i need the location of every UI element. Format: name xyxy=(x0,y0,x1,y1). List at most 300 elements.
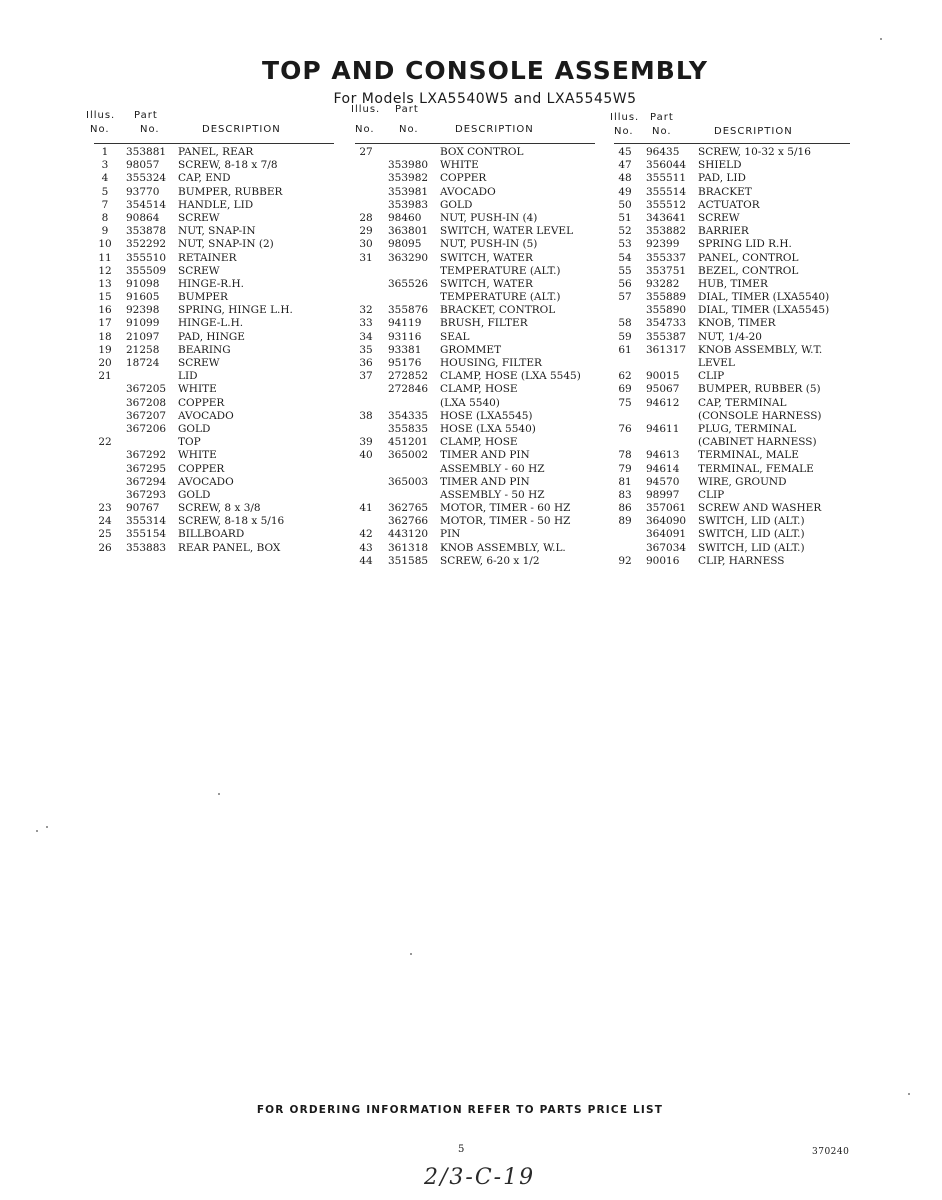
part-description: COPPER xyxy=(440,172,487,185)
header-part: Part xyxy=(395,104,419,115)
illus-number: 20 xyxy=(98,357,112,369)
scan-speck xyxy=(880,38,882,40)
part-description: SHIELD xyxy=(698,159,742,172)
part-description: SWITCH, LID (ALT.) xyxy=(698,528,805,541)
part-number: 353878 xyxy=(126,225,167,238)
parts-list-row xyxy=(614,370,850,383)
part-description: SEAL xyxy=(440,330,470,343)
illus-number: 4 xyxy=(101,172,109,185)
part-description: AVOCADO xyxy=(178,475,234,488)
parts-list-row xyxy=(94,317,334,330)
parts-list-row xyxy=(355,317,595,330)
illus-number: 54 xyxy=(618,251,632,264)
illus-number: 25 xyxy=(98,528,112,541)
parts-list-row xyxy=(355,344,595,357)
parts-list-row xyxy=(355,238,595,251)
illus-number: 79 xyxy=(618,462,632,475)
illus-number: 8 xyxy=(101,211,109,224)
part-number: 351585 xyxy=(388,554,429,567)
part-description: WHITE xyxy=(440,159,479,172)
illus-number: 89 xyxy=(618,515,632,528)
part-description: TERMINAL, FEMALE xyxy=(698,462,814,475)
part-number: 353751 xyxy=(646,264,687,277)
part-description: TIMER AND PIN xyxy=(440,475,530,488)
part-description: CAP, TERMINAL xyxy=(698,396,787,409)
parts-list-row xyxy=(355,410,595,423)
illus-number: 5 xyxy=(101,185,109,198)
illus-number: 42 xyxy=(359,528,373,541)
part-description: HINGE-R.H. xyxy=(178,277,245,290)
part-description: ASSEMBLY - 60 HZ xyxy=(440,462,545,475)
illus-number: 3 xyxy=(101,159,109,172)
parts-list-row xyxy=(94,265,334,278)
illus-number: 49 xyxy=(618,185,632,198)
part-number: 355314 xyxy=(126,515,167,528)
parts-list-row xyxy=(355,515,595,528)
part-description: TEMPERATURE (ALT.) xyxy=(440,291,561,304)
parts-list-row xyxy=(614,463,850,476)
part-description: ASSEMBLY - 50 HZ xyxy=(440,488,545,501)
part-description: SWITCH, WATER xyxy=(440,277,533,290)
parts-list-row xyxy=(614,199,850,212)
part-description: (CONSOLE HARNESS) xyxy=(698,409,822,422)
parts-list-row xyxy=(94,528,334,541)
parts-list-row xyxy=(614,423,850,436)
parts-list-row xyxy=(94,344,334,357)
parts-list-row xyxy=(355,212,595,225)
parts-list-row xyxy=(614,515,850,528)
part-description: SCREW, 8 x 3/8 xyxy=(178,502,261,515)
part-description: TERMINAL, MALE xyxy=(698,449,799,462)
parts-list-row xyxy=(355,542,595,555)
parts-list-row xyxy=(355,449,595,462)
illus-number: 22 xyxy=(98,436,112,449)
illus-number: 15 xyxy=(98,291,112,304)
part-description: WHITE xyxy=(178,383,217,396)
parts-list-row xyxy=(94,436,334,449)
part-number: 365002 xyxy=(388,449,429,462)
illus-number: 52 xyxy=(618,225,632,238)
part-description: HINGE-L.H. xyxy=(178,317,244,330)
parts-list-row xyxy=(94,423,334,436)
part-number: 95176 xyxy=(388,357,422,369)
illus-number: 32 xyxy=(359,304,373,317)
parts-list-row xyxy=(94,212,334,225)
part-number: 354733 xyxy=(646,317,687,330)
part-description: COPPER xyxy=(178,396,225,409)
part-number: 451201 xyxy=(388,436,429,449)
illus-number: 19 xyxy=(98,343,112,356)
part-description: BILLBOARD xyxy=(178,528,245,541)
scan-speck xyxy=(46,826,48,828)
part-description: BARRIER xyxy=(698,225,749,238)
header-description: DESCRIPTION xyxy=(455,124,534,135)
part-description: PLUG, TERMINAL xyxy=(698,422,797,435)
part-number: 367208 xyxy=(126,396,167,409)
part-number: 361317 xyxy=(646,343,687,356)
part-description: REAR PANEL, BOX xyxy=(178,541,281,554)
parts-list-row xyxy=(614,225,850,238)
part-number: 343641 xyxy=(646,211,687,224)
parts-list-row xyxy=(614,317,850,330)
illus-number: 57 xyxy=(618,291,632,304)
part-description: SCREW xyxy=(698,211,740,224)
part-number: 355511 xyxy=(646,172,687,185)
part-description: CLIP xyxy=(698,488,725,501)
illus-number: 16 xyxy=(98,304,112,317)
parts-list-row xyxy=(614,397,850,410)
illus-number: 26 xyxy=(98,541,112,554)
part-number: 353981 xyxy=(388,185,429,198)
parts-column-3 xyxy=(610,110,850,568)
parts-list-row xyxy=(614,528,850,541)
part-description: LID xyxy=(178,370,198,383)
parts-list-row xyxy=(614,555,850,568)
part-number: 367034 xyxy=(646,541,687,554)
part-number: 355510 xyxy=(126,251,167,264)
illus-number: 29 xyxy=(359,225,373,238)
parts-list-row xyxy=(614,238,850,251)
illus-number: 28 xyxy=(359,211,373,224)
parts-list-row xyxy=(94,357,334,370)
parts-list-row xyxy=(614,357,850,370)
part-description: CLAMP, HOSE xyxy=(440,436,518,449)
part-number: 364090 xyxy=(646,515,687,528)
illus-number: 33 xyxy=(359,317,373,330)
illus-number: 62 xyxy=(618,370,632,383)
illus-number: 75 xyxy=(618,396,632,409)
part-number: 90767 xyxy=(126,502,160,515)
part-description: SCREW AND WASHER xyxy=(698,502,822,515)
header-illus: Illus. xyxy=(351,104,381,115)
part-description: NUT, SNAP-IN xyxy=(178,225,256,238)
illus-number: 7 xyxy=(101,198,109,211)
parts-list-row xyxy=(614,159,850,172)
part-description: ACTUATOR xyxy=(698,198,760,211)
part-number: 355154 xyxy=(126,528,167,541)
parts-list-row xyxy=(614,449,850,462)
parts-list-row xyxy=(355,331,595,344)
parts-list-row xyxy=(94,238,334,251)
part-description: PANEL, CONTROL xyxy=(698,251,799,264)
illus-number: 83 xyxy=(618,488,632,501)
header-description: DESCRIPTION xyxy=(714,126,793,137)
part-number: 354335 xyxy=(388,409,429,422)
illus-number: 51 xyxy=(618,211,632,224)
part-description: (LXA 5540) xyxy=(440,396,500,409)
parts-list-row xyxy=(355,383,595,396)
part-description: HUB, TIMER xyxy=(698,277,768,290)
part-number: 94612 xyxy=(646,396,680,409)
part-number: 18724 xyxy=(126,357,160,369)
illus-number: 21 xyxy=(98,370,112,383)
part-description: BUMPER, RUBBER xyxy=(178,185,283,198)
parts-list-row xyxy=(355,357,595,370)
parts-list-row xyxy=(614,410,850,423)
part-description: SCREW, 8-18 x 7/8 xyxy=(178,159,278,172)
header-rule xyxy=(94,143,334,144)
parts-list-row xyxy=(355,225,595,238)
illus-number: 50 xyxy=(618,198,632,211)
part-description: SCREW xyxy=(178,211,220,224)
part-number: 363290 xyxy=(388,251,429,264)
parts-list-row xyxy=(614,291,850,304)
parts-list-row xyxy=(94,542,334,555)
part-description: DIAL, TIMER (LXA5540) xyxy=(698,291,830,304)
part-number: 21258 xyxy=(126,343,160,356)
parts-list-row xyxy=(94,146,334,159)
part-description: BEZEL, CONTROL xyxy=(698,264,799,277)
part-number: 356044 xyxy=(646,159,687,172)
illus-number: 27 xyxy=(359,146,373,158)
part-number: 95067 xyxy=(646,383,680,396)
document-number: 370240 xyxy=(812,1147,850,1157)
illus-number: 86 xyxy=(618,502,632,515)
parts-list-row xyxy=(355,463,595,476)
parts-list-row xyxy=(355,304,595,317)
column-header xyxy=(610,110,850,146)
part-description: BRACKET xyxy=(698,185,752,198)
part-description: SCREW xyxy=(178,264,220,277)
parts-list-row xyxy=(355,370,595,383)
part-description: SPRING, HINGE L.H. xyxy=(178,304,293,317)
illus-number: 17 xyxy=(98,317,112,330)
illus-number: 55 xyxy=(618,264,632,277)
part-description: KNOB, TIMER xyxy=(698,317,776,330)
part-description: AVOCADO xyxy=(440,185,496,198)
ordering-note: FOR ORDERING INFORMATION REFER TO PARTS PRICE LIST xyxy=(256,1104,664,1116)
scan-speck xyxy=(218,793,220,795)
parts-list-row xyxy=(614,436,850,449)
illus-number: 44 xyxy=(359,554,373,567)
illus-number: 12 xyxy=(98,264,112,277)
parts-list-row xyxy=(355,199,595,212)
header-part: Part xyxy=(134,110,158,121)
part-number: 363801 xyxy=(388,225,429,238)
part-description: BOX CONTROL xyxy=(440,146,524,158)
page-title: TOP AND CONSOLE ASSEMBLY xyxy=(262,56,708,85)
part-number: 353982 xyxy=(388,172,429,185)
scan-speck xyxy=(908,1093,910,1095)
header-illus-no: No. xyxy=(614,126,634,137)
parts-list-row xyxy=(355,528,595,541)
parts-list-row xyxy=(355,436,595,449)
parts-list-row xyxy=(614,278,850,291)
header-illus-no: No. xyxy=(90,124,110,135)
parts-list-row xyxy=(614,502,850,515)
part-description: SPRING LID R.H. xyxy=(698,238,792,251)
parts-list-row xyxy=(355,278,595,291)
part-description: GOLD xyxy=(178,488,211,501)
part-number: 367292 xyxy=(126,449,167,462)
part-number: 93770 xyxy=(126,185,160,198)
scan-speck xyxy=(410,953,412,955)
part-number: 90016 xyxy=(646,554,680,567)
part-number: 353883 xyxy=(126,541,167,554)
part-description: SCREW, 10-32 x 5/16 xyxy=(698,146,811,158)
parts-column-2 xyxy=(351,104,595,568)
part-number: 98997 xyxy=(646,488,680,501)
parts-list-row xyxy=(94,304,334,317)
part-number: 94119 xyxy=(388,317,422,330)
part-number: 353983 xyxy=(388,198,429,211)
header-part-no: No. xyxy=(140,124,160,135)
part-description: HOSE (LXA 5540) xyxy=(440,422,536,435)
part-description: SCREW, 6-20 x 1/2 xyxy=(440,554,540,567)
parts-list-row xyxy=(355,186,595,199)
parts-list-row xyxy=(355,476,595,489)
part-description: SCREW, 8-18 x 5/16 xyxy=(178,515,285,528)
part-description: NUT, 1/4-20 xyxy=(698,330,762,343)
header-rule xyxy=(355,143,595,144)
part-description: BUMPER xyxy=(178,291,228,304)
parts-list-row xyxy=(614,489,850,502)
parts-list-row xyxy=(94,172,334,185)
parts-list-row xyxy=(94,252,334,265)
part-description: (CABINET HARNESS) xyxy=(698,436,817,449)
part-number: 94611 xyxy=(646,422,680,435)
part-description: GROMMET xyxy=(440,343,502,356)
part-number: 357061 xyxy=(646,502,687,515)
part-number: 367207 xyxy=(126,409,167,422)
part-description: BRUSH, FILTER xyxy=(440,317,528,330)
handwritten-note: 2/3-C-19 xyxy=(424,1165,536,1190)
part-number: 367294 xyxy=(126,475,167,488)
illus-number: 24 xyxy=(98,515,112,528)
part-description: CLAMP, HOSE (LXA 5545) xyxy=(440,370,581,383)
parts-list-row xyxy=(94,449,334,462)
part-description: KNOB ASSEMBLY, W.L. xyxy=(440,541,566,554)
part-description: BUMPER, RUBBER (5) xyxy=(698,383,821,396)
parts-list-row xyxy=(614,344,850,357)
parts-list-row xyxy=(94,199,334,212)
illus-number: 45 xyxy=(618,146,632,158)
part-number: 90864 xyxy=(126,211,160,224)
illus-number: 78 xyxy=(618,449,632,462)
illus-number: 34 xyxy=(359,330,373,343)
part-number: 91098 xyxy=(126,277,160,290)
part-description: NUT, SNAP-IN (2) xyxy=(178,238,274,251)
part-number: 355890 xyxy=(646,304,687,317)
parts-list-row xyxy=(614,304,850,317)
parts-list-row xyxy=(614,186,850,199)
part-description: LEVEL xyxy=(698,357,735,369)
parts-list-row xyxy=(355,265,595,278)
part-number: 92399 xyxy=(646,238,680,251)
parts-list-row xyxy=(94,291,334,304)
illus-number: 61 xyxy=(618,343,632,356)
part-number: 91099 xyxy=(126,317,160,330)
parts-list-row xyxy=(614,265,850,278)
part-number: 365003 xyxy=(388,475,429,488)
parts-list-row xyxy=(94,489,334,502)
part-number: 94570 xyxy=(646,475,680,488)
part-description: BRACKET, CONTROL xyxy=(440,304,556,317)
part-number: 355514 xyxy=(646,185,687,198)
illus-number: 37 xyxy=(359,370,373,383)
part-description: CLAMP, HOSE xyxy=(440,383,518,396)
parts-list-row xyxy=(94,331,334,344)
part-number: 362765 xyxy=(388,502,429,515)
part-description: TEMPERATURE (ALT.) xyxy=(440,264,561,277)
header-illus-no: No. xyxy=(355,124,375,135)
parts-list-row xyxy=(94,383,334,396)
parts-list-row xyxy=(614,252,850,265)
illus-number: 53 xyxy=(618,238,632,251)
part-number: 98460 xyxy=(388,211,422,224)
header-part: Part xyxy=(650,112,674,123)
illus-number: 48 xyxy=(618,172,632,185)
part-description: TIMER AND PIN xyxy=(440,449,530,462)
part-description: KNOB ASSEMBLY, W.T. xyxy=(698,343,823,356)
part-description: RETAINER xyxy=(178,251,237,264)
part-description: BEARING xyxy=(178,343,231,356)
header-illus: Illus. xyxy=(86,110,116,121)
part-number: 93116 xyxy=(388,330,422,343)
scan-speck xyxy=(36,830,38,832)
parts-list-row xyxy=(94,397,334,410)
illus-number: 40 xyxy=(359,449,373,462)
part-number: 367295 xyxy=(126,462,167,475)
part-number: 443120 xyxy=(388,528,429,541)
part-number: 355324 xyxy=(126,172,167,185)
part-description: HOUSING, FILTER xyxy=(440,357,542,369)
part-description: HANDLE, LID xyxy=(178,198,254,211)
parts-list-row xyxy=(94,278,334,291)
part-description: COPPER xyxy=(178,462,225,475)
parts-list-row xyxy=(614,383,850,396)
parts-list-row xyxy=(355,146,595,159)
part-number: 367293 xyxy=(126,488,167,501)
parts-list-row xyxy=(94,186,334,199)
part-number: 21097 xyxy=(126,330,160,343)
illus-number: 41 xyxy=(359,502,373,515)
illus-number: 1 xyxy=(101,146,109,158)
header-illus: Illus. xyxy=(610,112,640,123)
illus-number: 76 xyxy=(618,422,632,435)
column-header xyxy=(86,110,334,146)
part-description: HOSE (LXA5545) xyxy=(440,409,533,422)
parts-list-row xyxy=(355,397,595,410)
part-description: AVOCADO xyxy=(178,409,234,422)
part-description: PANEL, REAR xyxy=(178,146,254,158)
part-description: WHITE xyxy=(178,449,217,462)
illus-number: 39 xyxy=(359,436,373,449)
part-number: 353980 xyxy=(388,159,429,172)
part-number: 355387 xyxy=(646,330,687,343)
part-description: MOTOR, TIMER - 50 HZ xyxy=(440,515,571,528)
part-number: 355835 xyxy=(388,422,429,435)
parts-list-row xyxy=(355,489,595,502)
part-number: 355337 xyxy=(646,251,687,264)
illus-number: 43 xyxy=(359,541,373,554)
part-number: 92398 xyxy=(126,304,160,317)
part-number: 98095 xyxy=(388,238,422,251)
illus-number: 59 xyxy=(618,330,632,343)
part-number: 352292 xyxy=(126,238,167,251)
part-description: CLIP xyxy=(698,370,725,383)
illus-number: 81 xyxy=(618,475,632,488)
parts-list-row xyxy=(355,172,595,185)
part-description: SCREW xyxy=(178,357,220,369)
page-subtitle: For Models LXA5540W5 and LXA5545W5 xyxy=(333,91,637,107)
header-rule xyxy=(614,143,850,144)
part-number: 94613 xyxy=(646,449,680,462)
part-description: GOLD xyxy=(178,422,211,435)
part-description: MOTOR, TIMER - 60 HZ xyxy=(440,502,571,515)
part-number: 355512 xyxy=(646,198,687,211)
illus-number: 18 xyxy=(98,330,112,343)
